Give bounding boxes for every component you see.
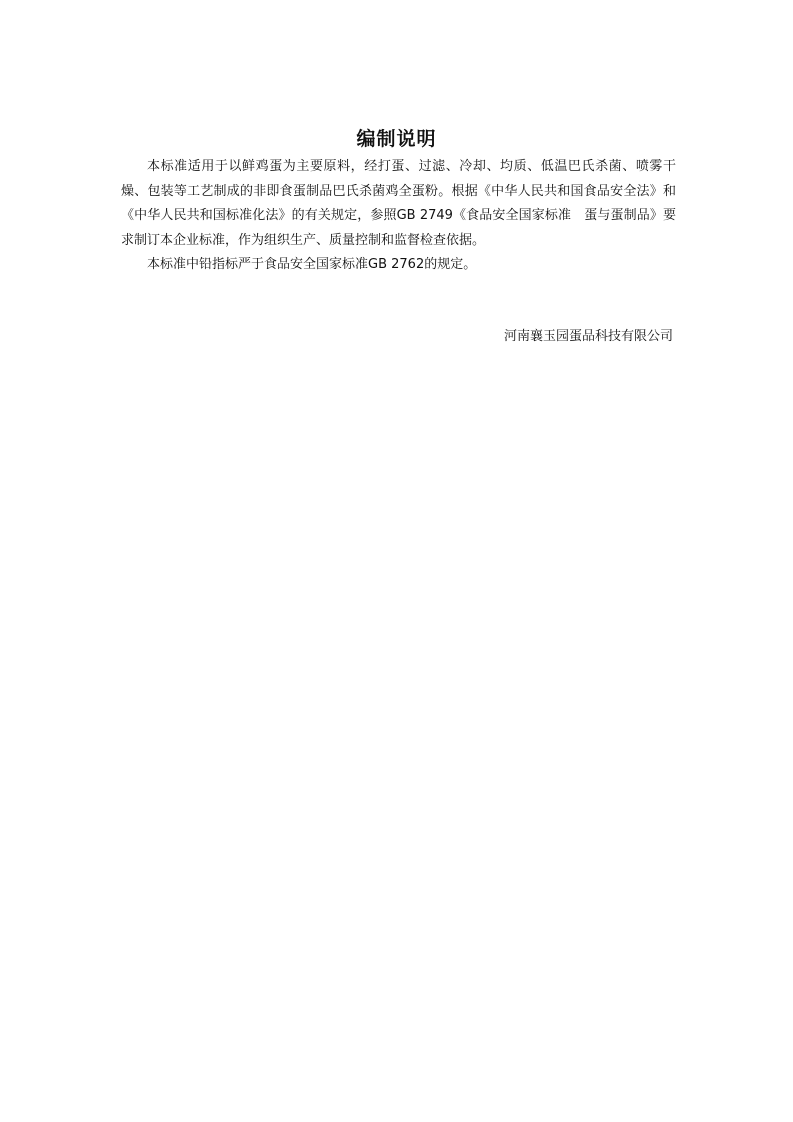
document-body (121, 155, 676, 278)
page-title: 编制说明 (356, 128, 437, 150)
paragraph-lead-limit: 本标准中铅指标严于食品安全国家标准GB 2762的规定。 (147, 257, 477, 272)
company-signature: 河南襄玉园蛋品科技有限公司 (503, 329, 673, 344)
paragraph-scope: 本标准适用于以鲜鸡蛋为主要原料，经打蛋、过滤、冷却、均质、低温巴氏杀菌、喷雾干燥、包装等工艺制成的非即食蛋制品巴氏杀菌鸡全蛋粉。根据《中华人民共和国食品安全法》和《中华人民共和国标准化法》的有关规定，参照GB 2749《食品安全国家标准 蛋与蛋制品》要求制订本企业标准，作为组织生产、质量控制和监督检查依据。 (121, 159, 676, 248)
